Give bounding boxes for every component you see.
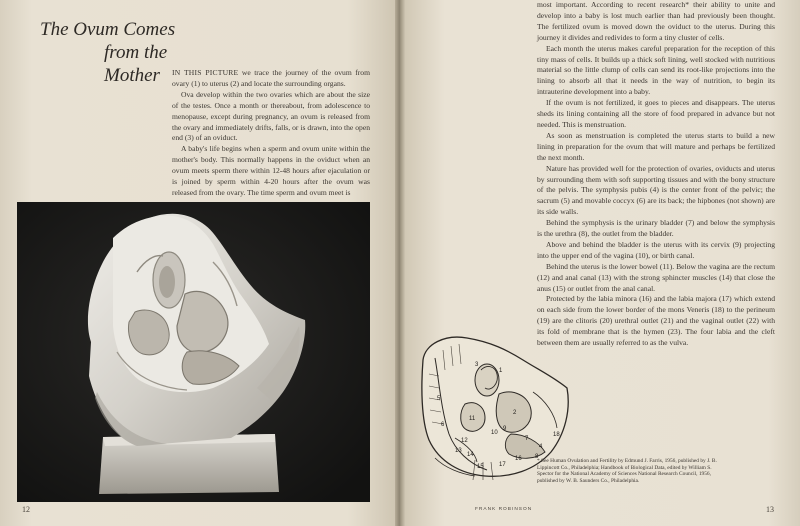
diagram-label: 13 [455,448,462,454]
diagram-label: 3 [475,362,479,368]
paragraph [172,90,370,145]
artist-credit: FRANK ROBINSON [475,507,533,512]
diagram-label: 15 [477,464,484,470]
footnote-text: * See Human Ovulation and Fertility by Edmund J. Farris, 1956, published by J. B. Lippincott Co., Philadelphia; Handbook of Biological Data, edited by William S. Spector for the National Academy of Sciences National Research Council, 1956, published by W. B. Saunders Co., Philadelphia. [537,458,717,484]
paragraph: Each month the uterus makes careful preparation for the reception of this tiny mass of cells. It builds up a thick soft lining, well stocked with nutritious material so the little clump of cells can send its root-like projections into the lining to absorb all that it needs in the way of nutrition, to begin its intrauterine development into a baby. [537,43,775,97]
paragraph: If the ovum is not fertilized, it goes to pieces and disappears. The uterus sheds its lining containing all the store of food prepared in advance but not needed. This is menstruation. [537,98,775,129]
diagram-label: 9 [503,426,507,432]
diagram-label: 4 [539,444,543,450]
diagram-label: 6 [441,422,445,428]
paragraph: As soon as menstruation is completed the uterus starts to build a new lining in preparation for the ovum that will mature and perhaps be fertilized the next month. [537,130,775,162]
paragraph-text: Ova develop within the two ovaries which are about the size of the testes. Once a month or thereabout, from adolescence to menopause, except during pregnancy, an ovum is released from the ovary and immediately drifts, falls, or is drawn, into the open end (3) of an oviduct. [172,89,370,143]
diagram-label: 11 [469,416,476,422]
left-text-column [172,68,370,199]
book-gutter [395,0,405,526]
paragraph: most important. According to recent research* their ability to unite and develop into a baby is lost much earlier than had previously been thought. The fertilized ovum is moved down the oviduct to the uterus. During this journey it divides and redivides to form a tiny cluster of cells. [537,0,775,42]
paragraph: Behind the uterus is the lower bowel (11). Below the vagina are the rectum (12) and anal canal (13) with the strong sphincter muscles (14) that close the anus (15) or outlet from the anal canal. [537,261,775,293]
footnote [537,458,719,484]
diagram-label: 18 [553,432,560,438]
right-text-column [537,0,775,349]
paragraph-text: A baby's life begins when a sperm and ovum unite within the mother's body. This normally happens in the oviduct when an ovum meets sperm there within 12-48 hours after ejaculation or is joined by sperm within 4-20 hours after the ovum was released from the ovary. The time sperm and ovum meet is [172,144,370,197]
paragraph-lead: IN THIS PICTURE [172,68,239,77]
paragraph: Nature has provided well for the protection of ovaries, oviducts and uterus by surrounding them with soft supporting tissues and with the bony structure of the pelvis. The symphysis pubis (4) is the center front of the pelvic; the sacrum (5) and movable coccyx (6) are its back; the hipbones (not shown) are its side walls. [537,163,775,217]
paragraph [172,144,370,199]
diagram-label: 12 [461,438,468,444]
diagram-label: 10 [491,430,498,436]
diagram-label: 17 [499,462,506,468]
diagram-label: 1 [499,368,503,374]
page-title [40,18,190,87]
paragraph: Above and behind the bladder is the uterus with its cervix (9) projecting into the upper end of the vagina (10), or birth canal. [537,239,775,260]
diagram-label: 7 [525,436,529,442]
page-number-left: 12 [22,505,30,514]
left-page [0,0,395,526]
paragraph: Protected by the labia minora (16) and the labia majora (17) which extend on each side from the lower border of the mons Veneris (18) to the perineum (19) are the clitoris (20) urethral outlet (21) and the vaginal outlet (22) with its fold of membrane that is the hymen (23). The four labia and the cleft between them are usually referred to as the vulva. [537,294,775,348]
paragraph-text: we trace the journey of the ovum from ovary (1) to uterus (2) and locate the surrounding organs. [172,68,370,88]
right-page [405,0,800,526]
page-number-right: 13 [766,505,774,514]
sculpture-image [17,202,370,502]
title-line-1: The Ovum Comes [40,19,176,40]
paragraph: Behind the symphysis is the urinary bladder (7) and below the symphysis is the urethra (8), the outlet from the bladder. [537,218,775,239]
diagram-label: 16 [515,456,522,462]
sculpture-photo [17,202,370,502]
diagram-label: 8 [535,454,539,460]
title-line-2: from the Mother [104,42,168,86]
diagram-label: 14 [467,452,474,458]
diagram-label: 5 [437,396,441,402]
diagram-label: 2 [513,410,517,416]
paragraph [172,68,370,90]
